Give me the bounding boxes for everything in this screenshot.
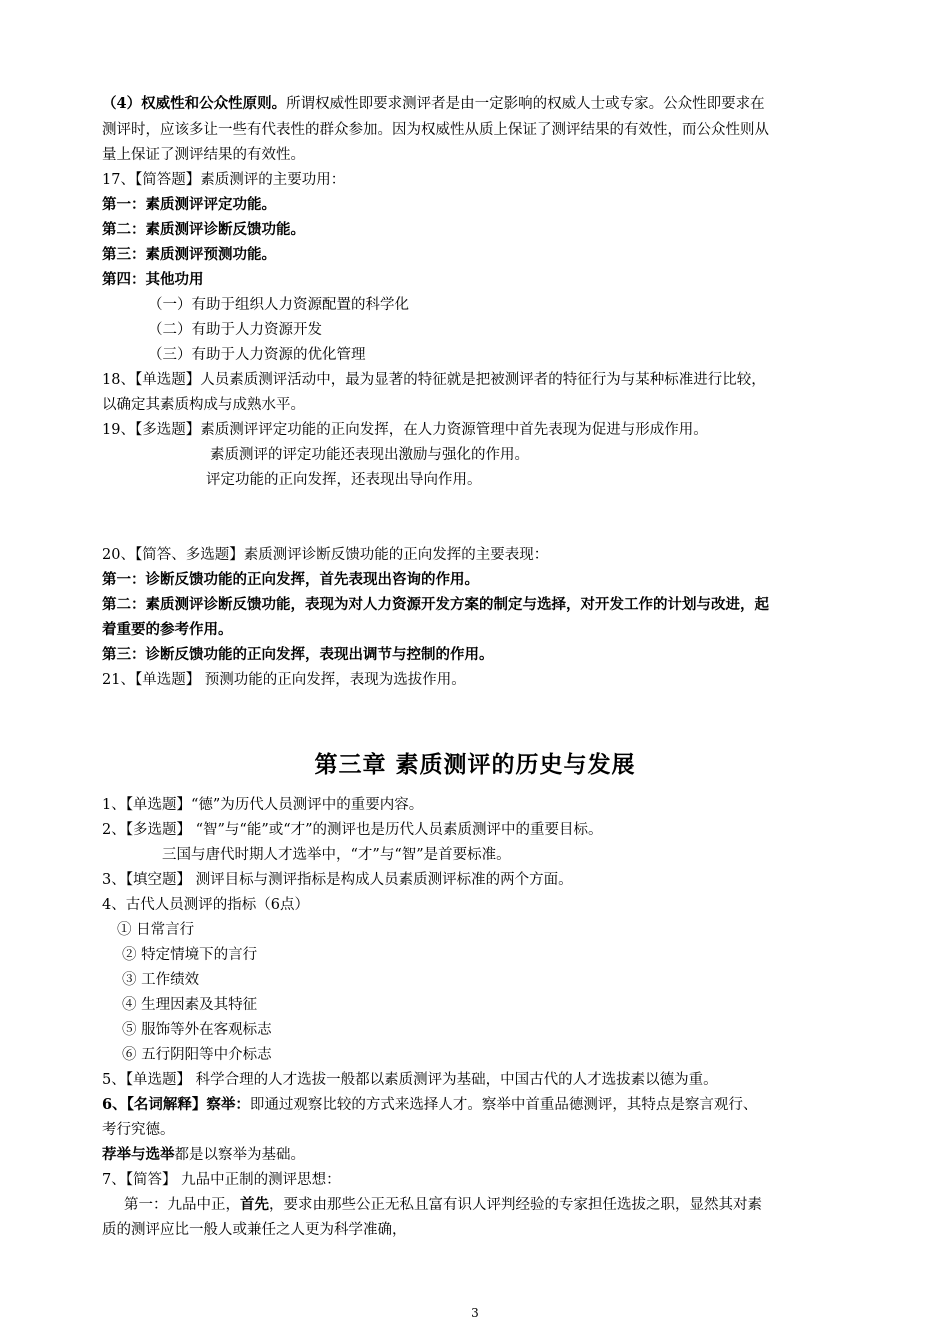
principle-4-label: （4）权威性和公众性原则。 xyxy=(102,95,287,112)
q4-list-item: ② 特定情境下的言行 xyxy=(122,947,258,963)
q7-point-1-lead: 第一：九品中正， xyxy=(124,1197,240,1213)
q17-item-2: 第二：素质测评诊断反馈功能。 xyxy=(102,221,305,238)
q20-item-2-line2: 着重要的参考作用。 xyxy=(102,621,233,638)
ch3-question-2: 2、【多选题】 “智”与“能”或“才”的测评也是历代人员素质测评中的重要目标。 xyxy=(102,822,603,838)
ch3-q6-note xyxy=(102,1145,305,1165)
q20-item-3: 第三：诊断反馈功能的正向发挥，表现出调节与控制的作用。 xyxy=(102,646,494,663)
ch3-question-5: 5、【单选题】 科学合理的人才选拔一般都以素质测评为基础，中国古代的人才选拔素以德为重。 xyxy=(102,1072,718,1088)
q4-list-item: ⑥ 五行阴阳等中介标志 xyxy=(122,1047,272,1063)
q17-item-3: 第三：素质测评预测功能。 xyxy=(102,246,276,263)
question-18-line2: 以确定其素质构成与成熟水平。 xyxy=(102,397,305,413)
q6-note-text: 都是以察举为基础。 xyxy=(174,1147,305,1163)
q6-text: 即通过观察比较的方式来选择人才。察举中首重品德测评，其特点是察言观行、 xyxy=(249,1097,758,1113)
q4-list-item: ① 日常言行 xyxy=(117,922,195,938)
q17-item-1: 第一：素质测评评定功能。 xyxy=(102,196,276,213)
q17-item-4: 第四：其他功用 xyxy=(102,271,204,288)
q17-sub-1: （一）有助于组织人力资源配置的科学化 xyxy=(148,297,409,313)
question-18-line1: 18、【单选题】人员素质测评活动中，最为显著的特征就是把被测评者的特征行为与某种标准进行比较， xyxy=(102,372,766,388)
chapter-title: 第三章 素质测评的历史与发展 xyxy=(314,751,636,778)
q6-label: 6、【名词解释】察举： xyxy=(102,1096,250,1113)
q4-list-item: ④ 生理因素及其特征 xyxy=(122,997,258,1013)
q6-note-term: 荐举与选举 xyxy=(102,1146,175,1163)
ch3-q6-line2: 考行究德。 xyxy=(102,1122,175,1138)
ch3-question-7: 7、【简答】 九品中正制的测评思想： xyxy=(102,1172,341,1188)
principle-4-line2: 测评时，应该多让一些有代表性的群众参加。因为权威性从质上保证了测评结果的有效性，而公众性则从 xyxy=(102,122,769,138)
q17-sub-3: （三）有助于人力资源的优化管理 xyxy=(148,347,366,363)
principle-4-paragraph xyxy=(102,94,765,114)
q17-sub-2: （二）有助于人力资源开发 xyxy=(148,322,322,338)
q20-item-1: 第一：诊断反馈功能的正向发挥，首先表现出咨询的作用。 xyxy=(102,571,479,588)
q7-point-1-rest: ，要求由那些公正无私且富有识人评判经验的专家担任选拔之职，显然其对素 xyxy=(269,1197,762,1213)
ch3-question-1: 1、【单选题】“德”为历代人员测评中的重要内容。 xyxy=(102,797,424,813)
page-number: 3 xyxy=(471,1306,479,1320)
q20-item-2-line1: 第二：素质测评诊断反馈功能，表现为对人力资源开发方案的制定与选择，对开发工作的计划与改进，起 xyxy=(102,596,769,613)
ch3-question-6 xyxy=(102,1095,757,1115)
question-19: 19、【多选题】素质测评评定功能的正向发挥，在人力资源管理中首先表现为促进与形成作用。 xyxy=(102,422,708,438)
ch3-q2-sub: 三国与唐代时期人才选举中，“才”与“智”是首要标准。 xyxy=(162,847,511,863)
principle-4-text: 所谓权威性即要求测评者是由一定影响的权威人士或专家。公众性即要求在 xyxy=(286,96,765,112)
q7-point-1-line1 xyxy=(124,1195,762,1215)
question-17: 17、【简答题】素质测评的主要功用： xyxy=(102,172,346,188)
q4-list-item: ③ 工作绩效 xyxy=(122,972,200,988)
ch3-question-3: 3、【填空题】 测评目标与测评指标是构成人员素质测评标准的两个方面。 xyxy=(102,872,573,888)
q7-point-1-emphasis: 首先 xyxy=(240,1196,269,1213)
principle-4-line3: 量上保证了测评结果的有效性。 xyxy=(102,147,305,163)
ch3-question-4: 4、古代人员测评的指标（6点） xyxy=(102,897,309,913)
question-21: 21、【单选题】 预测功能的正向发挥，表现为选拔作用。 xyxy=(102,672,466,688)
q19-sub-1: 素质测评的评定功能还表现出激励与强化的作用。 xyxy=(210,447,529,463)
q4-list-item: ⑤ 服饰等外在客观标志 xyxy=(122,1022,272,1038)
q7-point-1-line2: 质的测评应比一般人或兼任之人更为科学准确， xyxy=(102,1222,407,1238)
q19-sub-2: 评定功能的正向发挥，还表现出导向作用。 xyxy=(206,472,482,488)
question-20: 20、【简答、多选题】素质测评诊断反馈功能的正向发挥的主要表现： xyxy=(102,547,549,563)
